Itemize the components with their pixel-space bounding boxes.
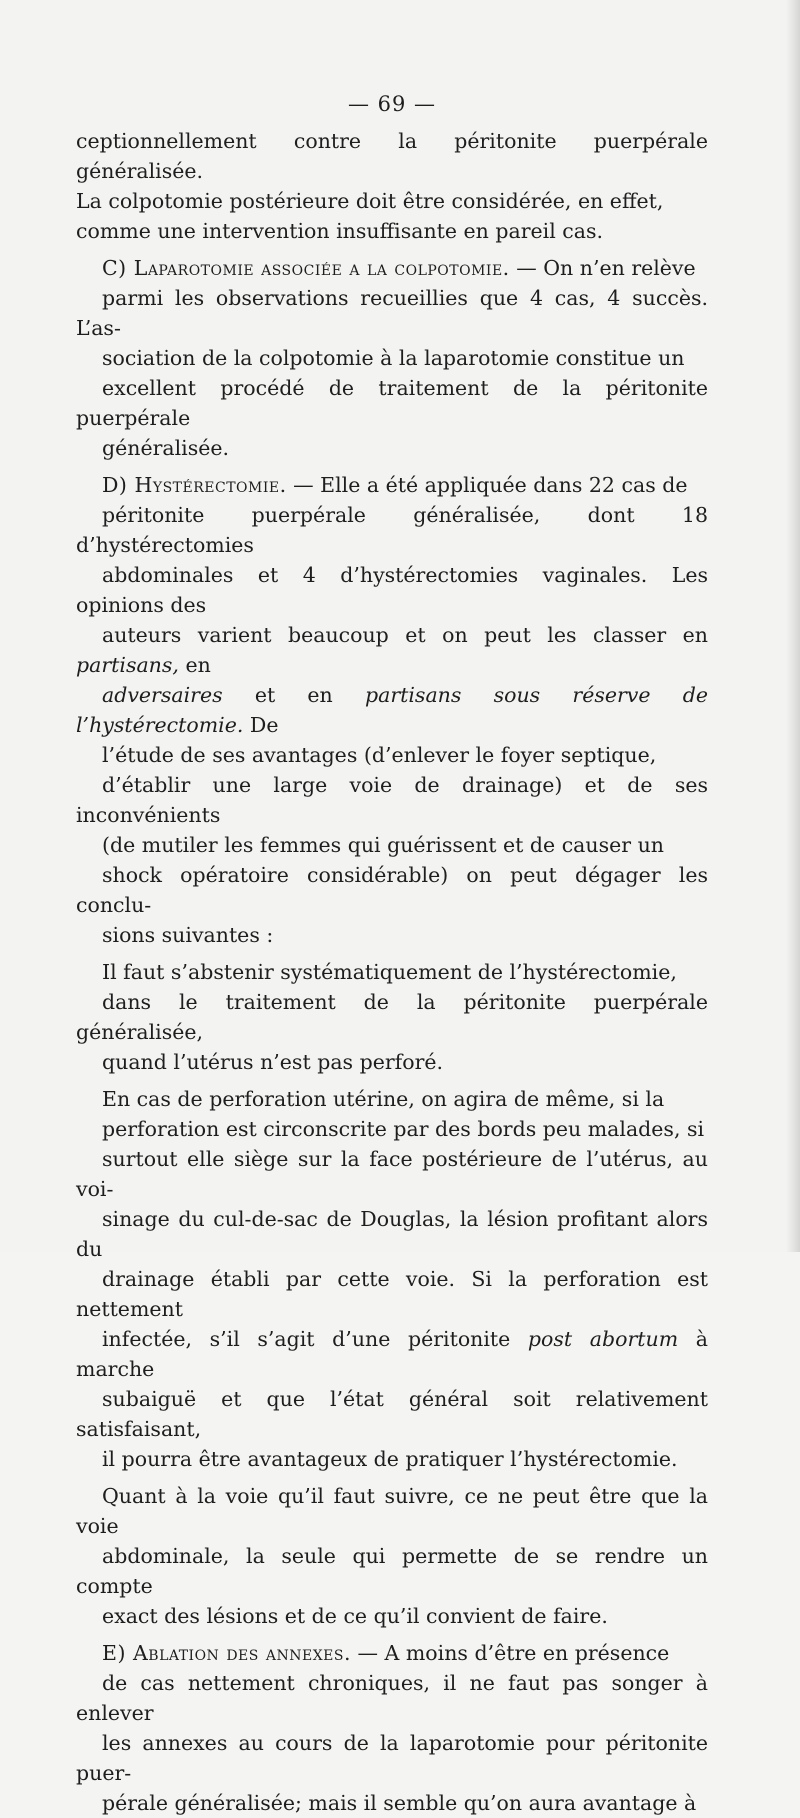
text-line — [76, 680, 708, 740]
text-line: (de mutiler les femmes qui guérissent et de causer un — [102, 833, 664, 857]
page-number: — 69 — — [347, 92, 437, 116]
text-line: dans le traitement de la péritonite puerpérale généralisée, — [76, 990, 708, 1044]
text-line: péritonite puerpérale généralisée, dont 18 d’hystérectomies — [76, 503, 708, 557]
text-run: — A moins d’être en présence — [351, 1641, 670, 1665]
text-line: surtout elle siège sur la face postérieure de l’utérus, au voi- — [76, 1147, 708, 1201]
italic-run: partisans sous réserve de l’hystérectomie. — [76, 683, 708, 737]
italic-run: post abortum — [527, 1327, 679, 1351]
text-line: de cas nettement chroniques, il ne faut pas songer à enlever — [76, 1671, 708, 1725]
text-line: Quant à la voie qu’il faut suivre, ce ne peut être que la voie — [76, 1484, 708, 1538]
text-line: exact des lésions et de ce qu’il convient de faire. — [102, 1604, 608, 1628]
text-line — [76, 470, 708, 500]
text-run: auteurs varient beaucoup et on peut les classer en — [102, 623, 708, 647]
text-run: infectée, s’il s’agit d’une péritonite — [102, 1327, 528, 1351]
text-line — [76, 253, 708, 283]
text-line — [76, 620, 708, 680]
paragraph-laparotomie — [76, 253, 708, 463]
text-line: quand l’utérus n’est pas perforé. — [102, 1050, 444, 1074]
section-heading-ablation: E) Ablation des annexes. — [102, 1641, 352, 1665]
text-line: ceptionnellement contre la péritonite puerpérale généralisée. — [76, 129, 708, 183]
text-line: abdominales et 4 d’hystérectomies vaginales. Les opinions des — [76, 563, 708, 617]
text-line: En cas de perforation utérine, on agira de même, si la — [102, 1087, 665, 1111]
paragraph-perforation — [76, 1084, 708, 1474]
text-line: abdominale, la seule qui permette de se rendre un compte — [76, 1544, 708, 1598]
text-line: il pourra être avantageux de pratiquer l’hystérectomie. — [102, 1447, 678, 1471]
text-line: subaiguë et que l’état général soit relativement satisfaisant, — [76, 1387, 708, 1441]
page-edge-shadow — [786, 0, 800, 1252]
paragraph-ablation — [76, 1638, 708, 1818]
text-line: La colpotomie postérieure doit être considérée, en effet, — [76, 189, 664, 213]
text-line: pérale généralisée; mais il semble qu’on aura avantage à — [102, 1791, 697, 1815]
text-line: Il faut s’abstenir systématiquement de l’hystérectomie, — [102, 960, 677, 984]
text-line: les annexes au cours de la laparotomie pour péritonite puer- — [76, 1731, 708, 1785]
text-line: shock opératoire considérable) on peut dégager les conclu- — [76, 863, 708, 917]
body-text — [76, 126, 708, 1818]
text-line: comme une intervention insuffisante en pareil cas. — [76, 219, 604, 243]
text-line: excellent procédé de traitement de la péritonite puerpérale — [76, 376, 708, 430]
text-line: sions suivantes : — [102, 923, 274, 947]
section-heading-laparotomie: C) Laparotomie associée a la colpotomie. — [102, 256, 510, 280]
text-run: à marche — [76, 1327, 708, 1381]
text-run: — Elle a été appliquée dans 22 cas de — [286, 473, 688, 497]
paragraph-hysterectomie — [76, 470, 708, 950]
text-run: et en — [222, 683, 365, 707]
text-line: sociation de la colpotomie à la laparotomie constitue un — [102, 346, 685, 370]
paragraph-1 — [76, 126, 708, 246]
paragraph-abstention — [76, 957, 708, 1077]
italic-run: adversaires — [102, 683, 223, 707]
italic-run: partisans, — [76, 653, 179, 677]
text-line: drainage établi par cette voie. Si la perforation est nettement — [76, 1267, 708, 1321]
text-line: perforation est circonscrite par des bords peu malades, si — [102, 1117, 705, 1141]
text-line: généralisée. — [102, 436, 230, 460]
text-line: l’étude de ses avantages (d’enlever le foyer septique, — [102, 743, 657, 767]
paragraph-voie — [76, 1481, 708, 1631]
text-line: parmi les observations recueillies que 4 cas, 4 succès. L’as- — [76, 286, 708, 340]
text-line — [76, 1638, 708, 1668]
section-heading-hysterectomie: D) Hystérectomie. — [102, 473, 287, 497]
text-run: De — [243, 713, 279, 737]
text-run: — On n’en relève — [509, 256, 696, 280]
text-line: sinage du cul-de-sac de Douglas, la lésion profitant alors du — [76, 1207, 708, 1261]
text-line: d’établir une large voie de drainage) et de ses inconvénients — [76, 773, 708, 827]
text-run: en — [178, 653, 211, 677]
text-line — [76, 1324, 708, 1384]
